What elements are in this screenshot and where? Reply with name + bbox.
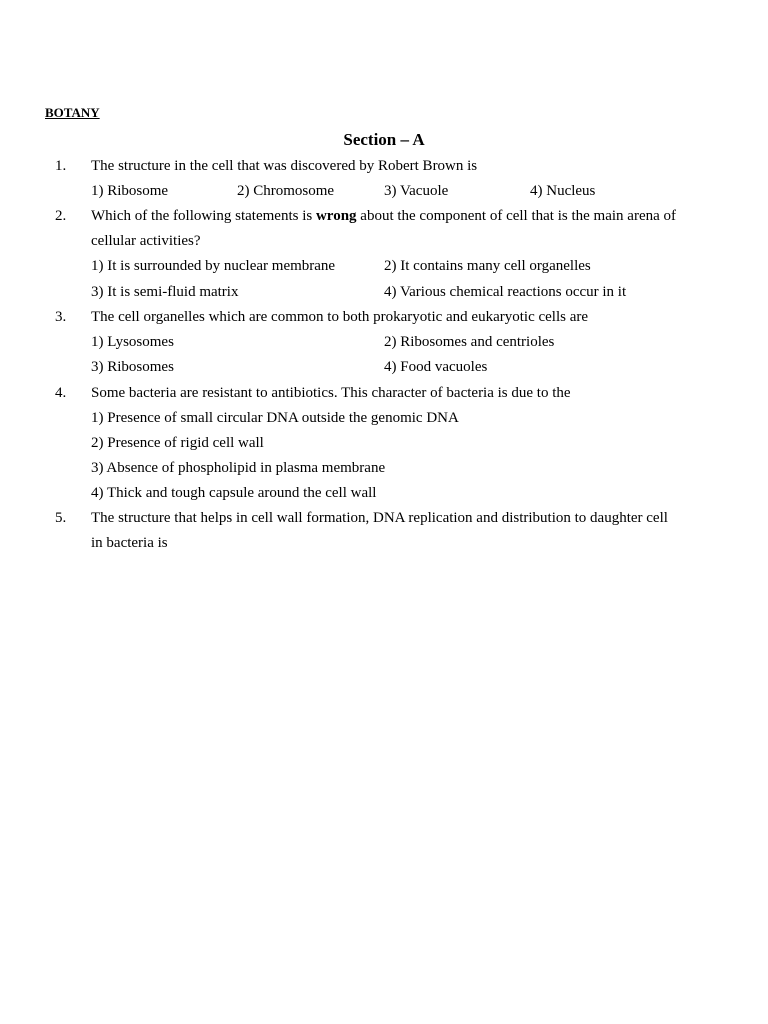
option: 4) Thick and tough capsule around the cell wall (91, 485, 377, 501)
option: 1) It is surrounded by nuclear membrane (91, 258, 336, 274)
option: 2) It contains many cell organelles (384, 258, 591, 274)
option: 2) Chromosome (237, 183, 335, 199)
question-number: 1. (55, 158, 67, 174)
question-text-continued: in bacteria is (91, 535, 168, 551)
option: 3) Ribosomes (91, 359, 174, 375)
subject-heading: BOTANY (45, 105, 100, 120)
option: 3) Absence of phospholipid in plasma membrane (91, 460, 386, 476)
question-number: 4. (55, 385, 67, 401)
emphasis-word: wrong (315, 208, 357, 224)
question-text: The structure in the cell that was discovered by Robert Brown is (91, 158, 478, 174)
question-text: The structure that helps in cell wall formation, DNA replication and distribution to daughter cell (91, 510, 668, 526)
question-text-part: Which of the following statements is (91, 208, 316, 224)
option: 1) Ribosome (91, 183, 169, 199)
question-text (91, 207, 676, 225)
question-text: The cell organelles which are common to both prokaryotic and eukaryotic cells are (91, 309, 589, 325)
option: 3) Vacuole (384, 183, 449, 199)
option: 4) Nucleus (530, 183, 596, 199)
question-number: 5. (55, 510, 67, 526)
option: 4) Food vacuoles (384, 359, 488, 375)
option: 1) Lysosomes (91, 334, 174, 350)
question-text-continued: cellular activities? (91, 233, 201, 249)
option: 2) Presence of rigid cell wall (91, 435, 264, 451)
option: 3) It is semi-fluid matrix (91, 284, 239, 300)
question-number: 3. (55, 309, 67, 325)
option: 2) Ribosomes and centrioles (384, 334, 555, 350)
option: 1) Presence of small circular DNA outside the genomic DNA (91, 410, 459, 426)
question-text: Some bacteria are resistant to antibiotics. This character of bacteria is due to the (91, 385, 571, 401)
option: 4) Various chemical reactions occur in it (384, 284, 627, 300)
question-text-part: about the component of cell that is the main arena of (356, 208, 677, 224)
question-number: 2. (55, 208, 67, 224)
section-title: Section – A (343, 130, 425, 149)
